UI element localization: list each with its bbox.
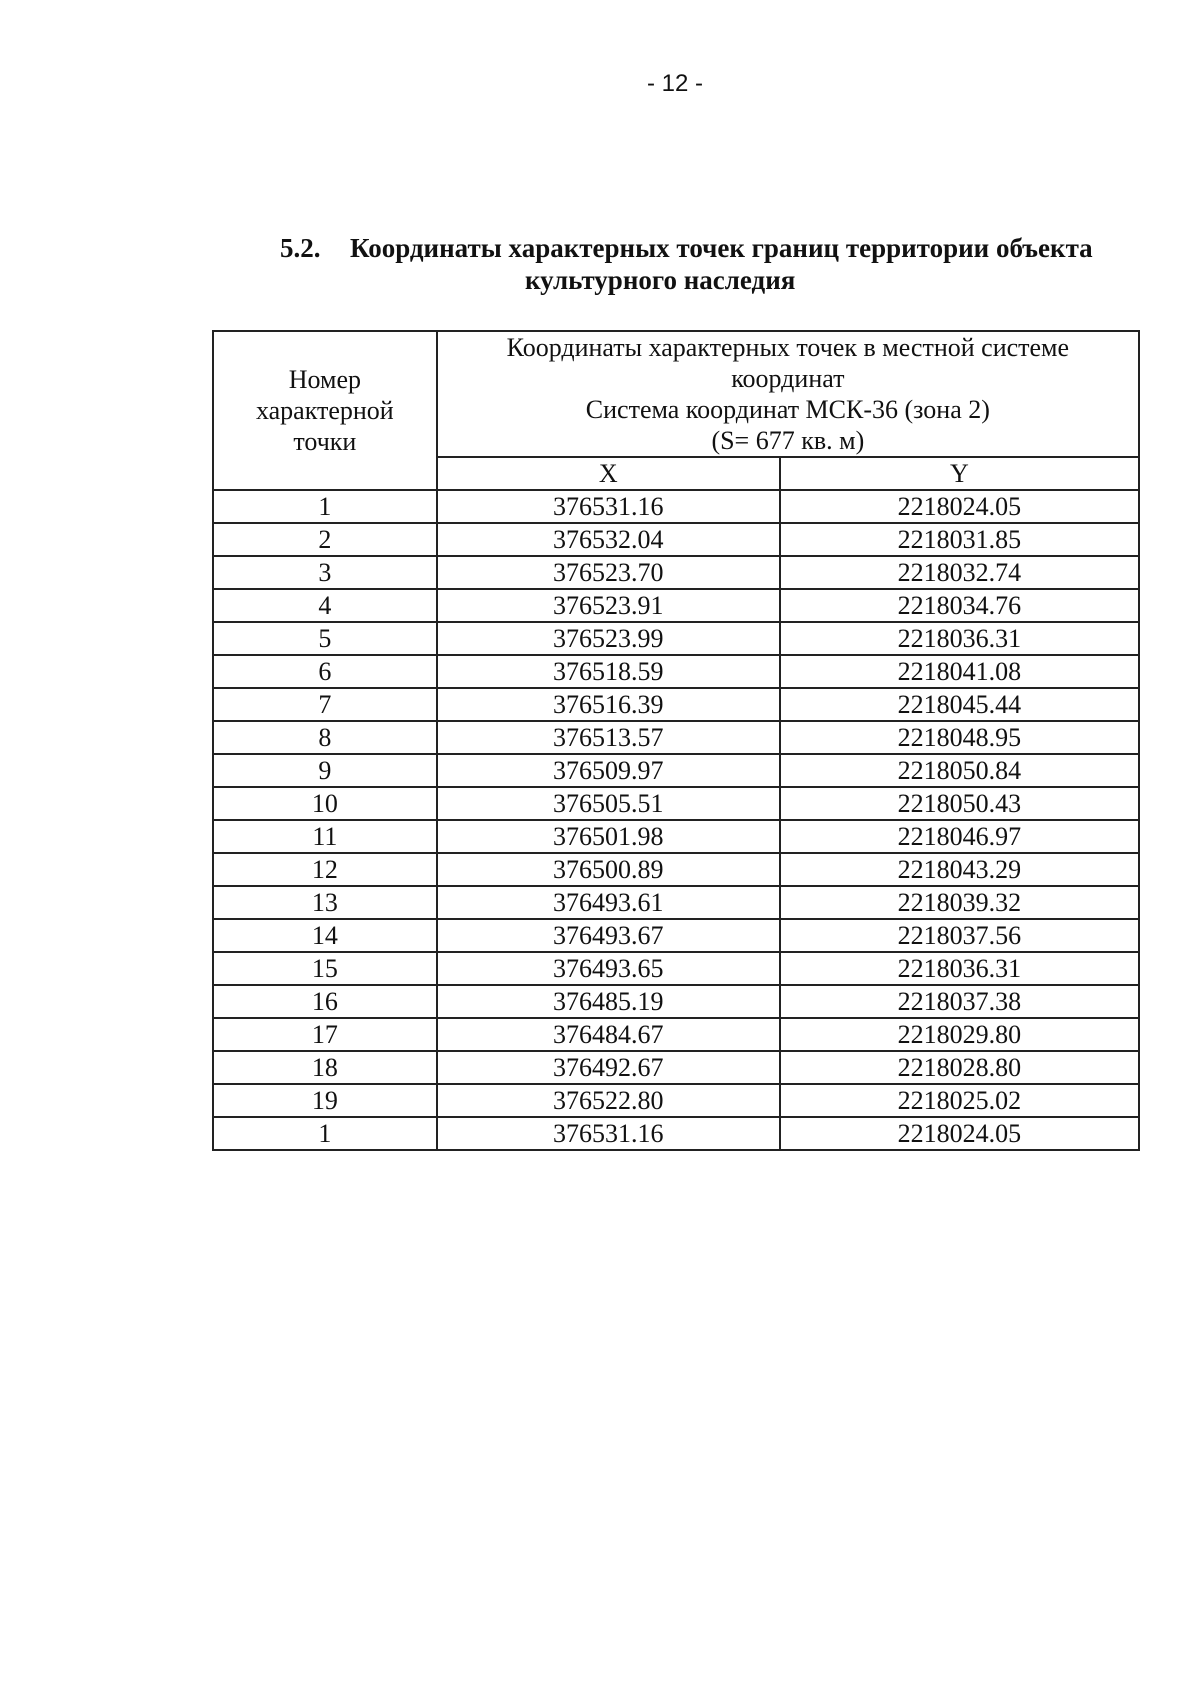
x-coordinate-cell: 376523.70 [437,556,780,589]
point-number-cell: 3 [213,556,437,589]
table-row [213,985,1139,1018]
point-number-cell: 13 [213,886,437,919]
y-coordinate-cell: 2218050.43 [780,787,1139,820]
x-coordinate-cell: 376531.16 [437,490,780,523]
y-coordinate-cell: 2218043.29 [780,853,1139,886]
point-number-cell: 9 [213,754,437,787]
point-number-cell: 8 [213,721,437,754]
page-number: - 12 - [646,70,703,97]
section-heading [280,232,1180,296]
x-coordinate-cell: 376516.39 [437,688,780,721]
header-line: Система координат МСК-36 (зона 2) [585,395,990,424]
table-row [213,1084,1139,1117]
y-coordinate-cell: 2218037.38 [780,985,1139,1018]
section-title-line1: Координаты характерных точек границ территории объекта [350,233,1093,263]
coordinates-header [437,331,1139,457]
section-number: 5.2. [280,233,321,263]
point-number-header [213,331,437,490]
table-row [213,523,1139,556]
x-coordinate-cell: 376523.99 [437,622,780,655]
x-coordinate-cell: 376501.98 [437,820,780,853]
section-title-line2: культурного наследия [525,265,796,295]
y-header: Y [780,457,1139,490]
point-number-cell: 7 [213,688,437,721]
x-coordinate-cell: 376531.16 [437,1117,780,1150]
x-coordinate-cell: 376493.65 [437,952,780,985]
table-row [213,490,1139,523]
table-row [213,853,1139,886]
x-coordinate-cell: 376505.51 [437,787,780,820]
table-row [213,952,1139,985]
y-coordinate-cell: 2218046.97 [780,820,1139,853]
x-coordinate-cell: 376522.80 [437,1084,780,1117]
point-number-cell: 12 [213,853,437,886]
y-coordinate-cell: 2218036.31 [780,952,1139,985]
table-row [213,1117,1139,1150]
point-number-cell: 10 [213,787,437,820]
table-header [213,331,1139,490]
point-number-cell: 14 [213,919,437,952]
table-row [213,1051,1139,1084]
x-coordinate-cell: 376484.67 [437,1018,780,1051]
x-coordinate-cell: 376492.67 [437,1051,780,1084]
y-coordinate-cell: 2218024.05 [780,490,1139,523]
header-line: координат [731,364,845,393]
y-coordinate-cell: 2218025.02 [780,1084,1139,1117]
y-coordinate-cell: 2218037.56 [780,919,1139,952]
y-coordinate-cell: 2218050.84 [780,754,1139,787]
x-header: X [437,457,780,490]
y-coordinate-cell: 2218031.85 [780,523,1139,556]
table-body [213,490,1139,1150]
point-number-cell: 11 [213,820,437,853]
table-row [213,754,1139,787]
y-coordinate-cell: 2218045.44 [780,688,1139,721]
header-line: характерной [255,396,394,425]
table-row [213,1018,1139,1051]
y-coordinate-cell: 2218034.76 [780,589,1139,622]
x-coordinate-cell: 376513.57 [437,721,780,754]
table-row [213,787,1139,820]
point-number-cell: 18 [213,1051,437,1084]
y-coordinate-cell: 2218032.74 [780,556,1139,589]
y-coordinate-cell: 2218041.08 [780,655,1139,688]
x-coordinate-cell: 376509.97 [437,754,780,787]
point-number-cell: 1 [213,490,437,523]
coordinates-table [212,330,1140,1151]
x-coordinate-cell: 376523.91 [437,589,780,622]
x-coordinate-cell: 376532.04 [437,523,780,556]
y-coordinate-cell: 2218039.32 [780,886,1139,919]
x-coordinate-cell: 376518.59 [437,655,780,688]
y-coordinate-cell: 2218028.80 [780,1051,1139,1084]
header-line: (S= 677 кв. м) [711,426,865,455]
table-row [213,721,1139,754]
header-line: Номер [288,365,361,394]
point-number-cell: 2 [213,523,437,556]
point-number-cell: 16 [213,985,437,1018]
y-coordinate-cell: 2218048.95 [780,721,1139,754]
table-row [213,886,1139,919]
header-line: точки [293,427,357,456]
x-coordinate-cell: 376493.67 [437,919,780,952]
x-coordinate-cell: 376493.61 [437,886,780,919]
header-line: Координаты характерных точек в местной системе [506,333,1070,362]
point-number-cell: 5 [213,622,437,655]
table-row [213,589,1139,622]
table-row [213,622,1139,655]
y-coordinate-cell: 2218036.31 [780,622,1139,655]
table-row [213,688,1139,721]
point-number-cell: 4 [213,589,437,622]
x-coordinate-cell: 376485.19 [437,985,780,1018]
point-number-cell: 17 [213,1018,437,1051]
y-coordinate-cell: 2218029.80 [780,1018,1139,1051]
table-row [213,655,1139,688]
point-number-cell: 6 [213,655,437,688]
point-number-cell: 1 [213,1117,437,1150]
x-coordinate-cell: 376500.89 [437,853,780,886]
point-number-cell: 15 [213,952,437,985]
table-row [213,556,1139,589]
y-coordinate-cell: 2218024.05 [780,1117,1139,1150]
table-row [213,820,1139,853]
point-number-cell: 19 [213,1084,437,1117]
table-row [213,919,1139,952]
